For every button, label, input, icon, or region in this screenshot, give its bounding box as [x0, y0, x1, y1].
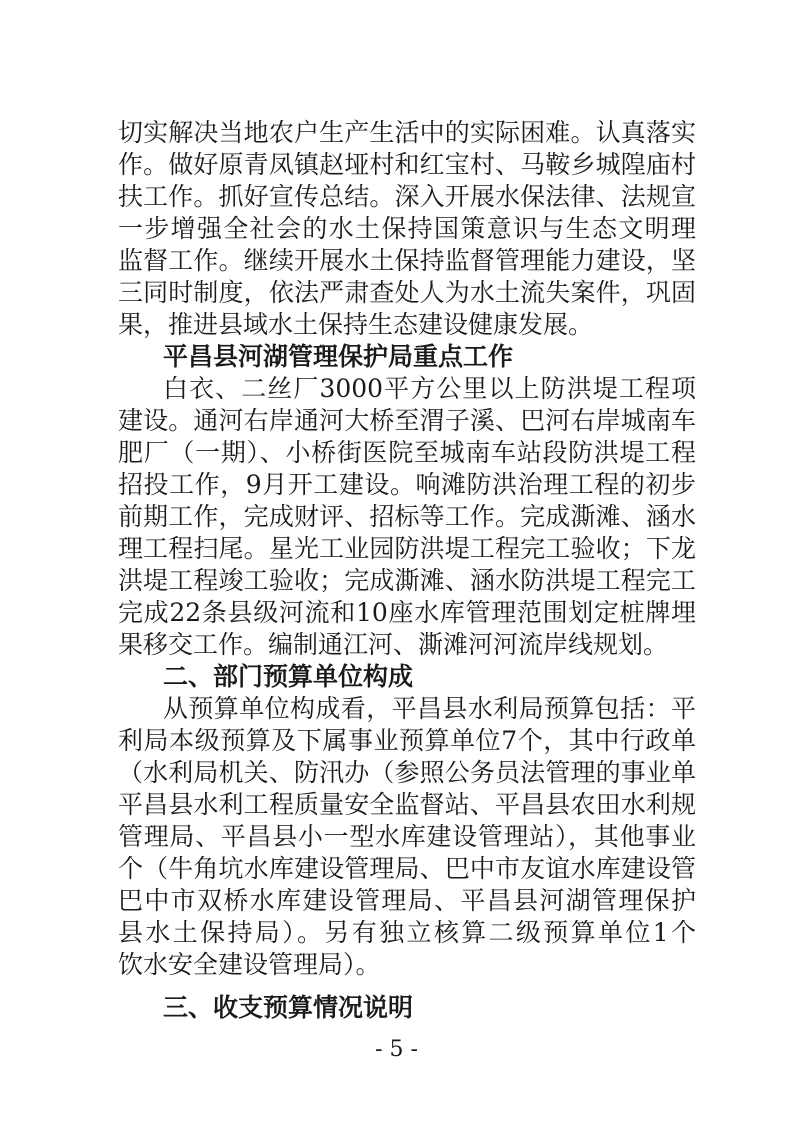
paragraph-line: 果，推进县域水土保持生态建设健康发展。 — [118, 310, 594, 339]
paragraph-line: 白衣、二丝厂3000平方公里以上防洪堤工程项 — [163, 374, 696, 403]
paragraph-line: 完成22条县级河流和10座水库管理范围划定桩牌埋 — [118, 598, 696, 627]
paragraph-line: （水利局机关、防汛办（参照公务员法管理的事业单 — [118, 758, 696, 787]
paragraph-line: 县水土保持局）。另有独立核算二级预算单位1个 — [118, 918, 696, 947]
page-number: - 5 - — [375, 1037, 418, 1062]
paragraph-line: 招投工作，9月开工建设。响滩防洪治理工程的初步 — [118, 470, 696, 499]
paragraph-line: 巴中市双桥水库建设管理局、平昌县河湖管理保护 — [118, 886, 696, 915]
paragraph-line: 个（牛角坑水库建设管理局、巴中市友谊水库建设管 — [118, 854, 696, 883]
paragraph-line: 肥厂（一期）、小桥街医院至城南车站段防洪堤工程 — [118, 438, 696, 467]
paragraph-line: 果移交工作。编制通江河、澌滩河河流岸线规划。 — [118, 630, 669, 659]
paragraph-line: 一步增强全社会的水土保持国策意识与生态文明理 — [118, 214, 696, 243]
section-heading: 平昌县河湖管理保护局重点工作 — [163, 342, 514, 371]
paragraph-line: 饮水安全建设管理局）。 — [118, 950, 381, 979]
paragraph-line: 利局本级预算及下属事业预算单位7个，其中行政单 — [118, 726, 696, 755]
paragraph-line: 三同时制度，依法严肃查处人为水土流失案件，巩固 — [118, 278, 696, 307]
paragraph-line: 理工程扫尾。星光工业园防洪堤工程完工验收；下龙 — [118, 534, 696, 563]
paragraph-line: 扶工作。抓好宣传总结。深入开展水保法律、法规宣 — [118, 182, 696, 211]
paragraph-line: 作。做好原青凤镇赵垭村和红宝村、马鞍乡城隍庙村 — [118, 150, 696, 179]
paragraph-line: 管理局、平昌县小一型水库建设管理站），其他事业 — [118, 822, 696, 851]
paragraph-line: 洪堤工程竣工验收；完成澌滩、涵水防洪堤工程完工 — [118, 566, 696, 595]
paragraph-line: 切实解决当地农户生产生活中的实际困难。认真落实 — [118, 118, 696, 147]
paragraph-line: 建设。通河右岸通河大桥至渭子溪、巴河右岸城南车 — [118, 406, 696, 435]
section-heading: 三、收支预算情况说明 — [163, 993, 414, 1023]
paragraph-line: 前期工作，完成财评、招标等工作。完成澌滩、涵水 — [118, 502, 696, 531]
paragraph-line: 监督工作。继续开展水土保持监督管理能力建设，坚 — [118, 246, 696, 275]
section-heading: 二、部门预算单位构成 — [163, 662, 414, 691]
paragraph-line: 从预算单位构成看，平昌县水利局预算包括：平 — [163, 694, 696, 723]
paragraph-line: 平昌县水利工程质量安全监督站、平昌县农田水利规 — [118, 790, 696, 819]
